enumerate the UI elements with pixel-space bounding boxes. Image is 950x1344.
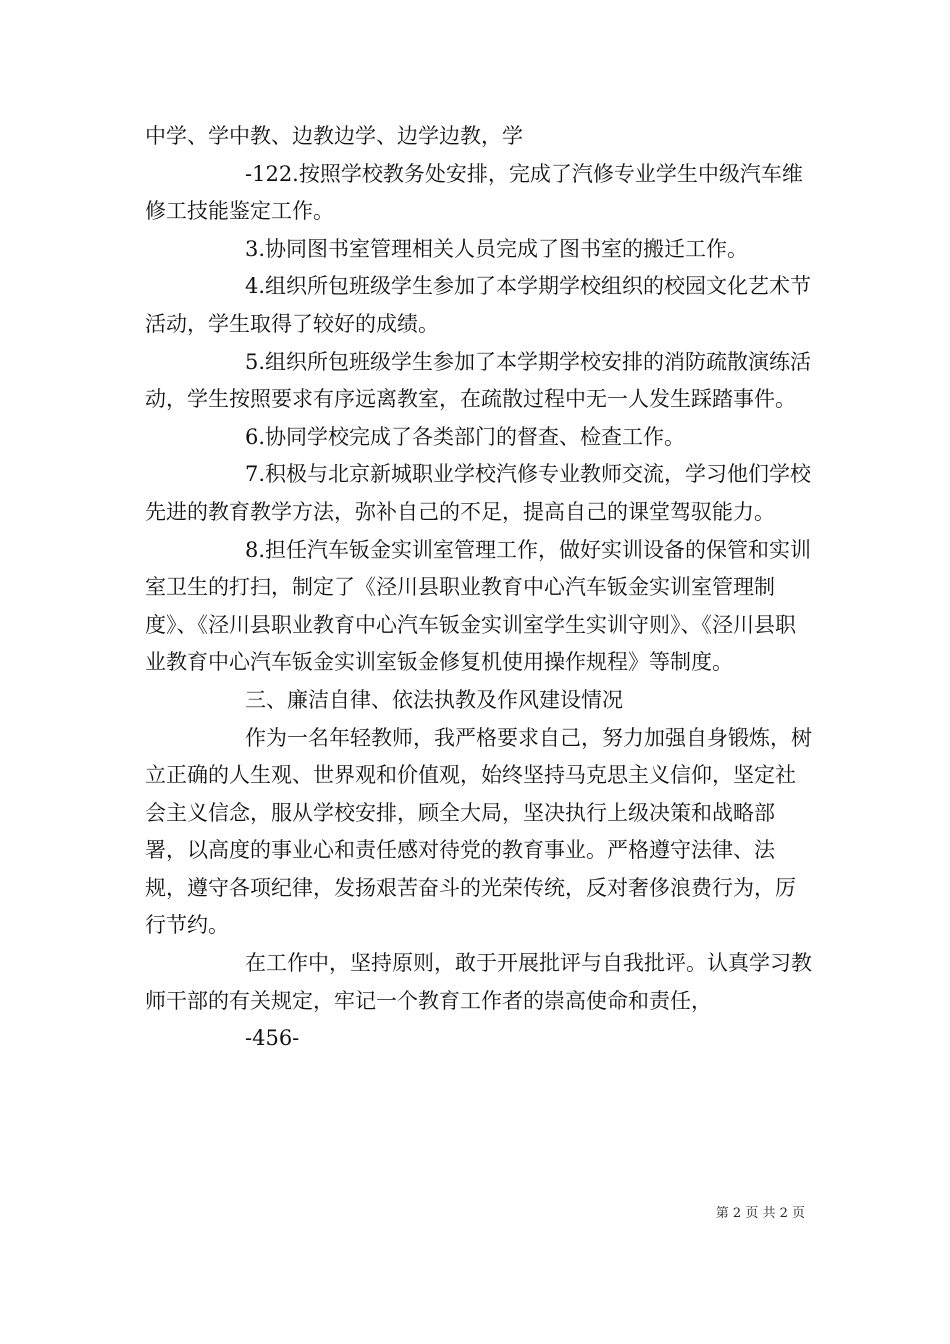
- paragraph-11: 在工作中，坚持原则，敢于开展批评与自我批评。认真学习教师干部的有关规定，牢记一个教育工作者的崇高使命和责任，: [145, 951, 812, 1013]
- page-number-footer: 第 2 页 共 2 页: [715, 1206, 805, 1221]
- paragraph-6: 6.协同学校完成了各类部门的督查、检查工作。: [245, 424, 686, 449]
- paragraph-1: 中学、学中教、边教边学、边学边教，学: [145, 124, 523, 148]
- page-marker: -456-: [245, 1026, 300, 1051]
- paragraph-3: 3.协同图书室管理相关人员完成了图书室的搬迁工作。: [245, 236, 749, 261]
- section-heading: 三、廉洁自律、依法执教及作风建设情况: [245, 687, 623, 712]
- paragraph-4: 4.组织所包班级学生参加了本学期学校组织的校园文化艺术节活动，学生取得了较好的成绩。: [145, 274, 812, 336]
- paragraph-7: 7.积极与北京新城职业学校汽修专业教师交流，学习他们学校先进的教育教学方法，弥补自己的不足，提高自己的课堂驾驭能力。: [145, 462, 812, 524]
- paragraph-10: 作为一名年轻教师，我严格要求自己，努力加强自身锻炼，树立正确的人生观、世界观和价值观，始终坚持马克思主义信仰，坚定社会主义信念，服从学校安排，顾全大局，坚决执行上级决策和战略部署，以高度的事业心和责任感对待党的教育事业。严格遵守法律、法规，遵守各项纪律，发扬艰苦奋斗的光荣传统，反对奢侈浪费行为，厉行节约。: [145, 725, 812, 938]
- paragraph-2: -122.按照学校教务处安排，完成了汽修专业学生中级汽车维修工技能鉴定工作。: [145, 161, 803, 224]
- document-body: [145, 118, 815, 1058]
- paragraph-8: 8.担任汽车钣金实训室管理工作，做好实训设备的保管和实训室卫生的打扫，制定了《泾川县职业教育中心汽车钣金实训室管理制度》、《泾川县职业教育中心汽车钣金实训室学生实训守则》、《泾川县职业教育中心汽车钣金实训室钣金修复机使用操作规程》等制度。: [145, 537, 812, 675]
- paragraph-5: 5.组织所包班级学生参加了本学期学校安排的消防疏散演练活动，学生按照要求有序远离教室，在疏散过程中无一人发生踩踏事件。: [145, 349, 812, 412]
